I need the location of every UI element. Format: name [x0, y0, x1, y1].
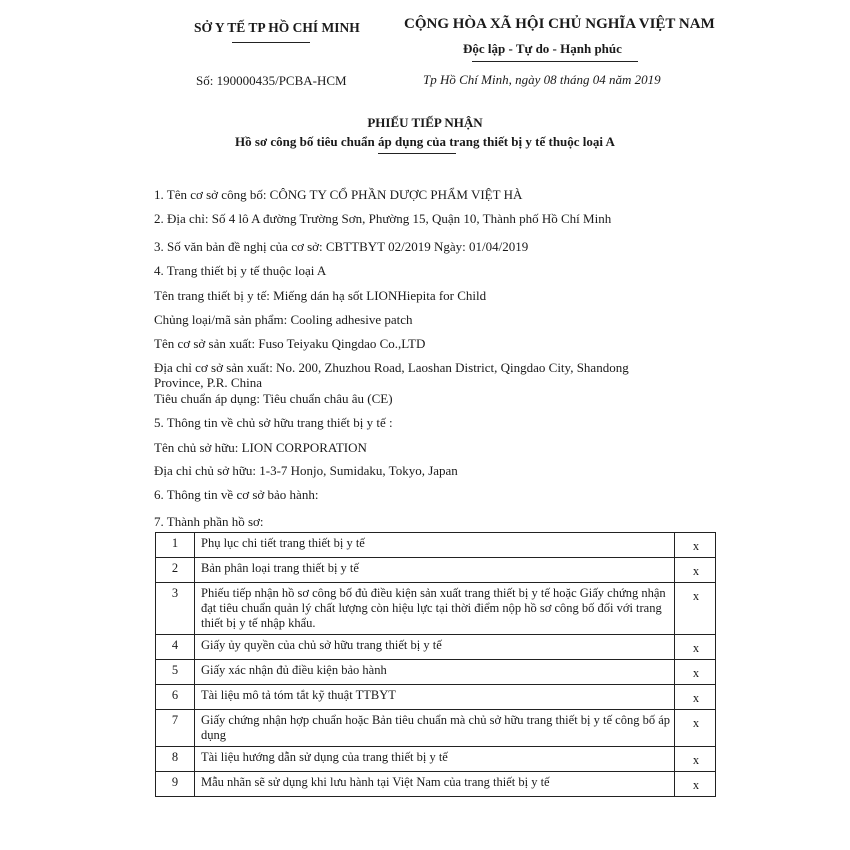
row-number: 6	[156, 685, 195, 710]
document-subtitle: Hồ sơ công bố tiêu chuẩn áp dụng của trang thiết bị y tế thuộc loại A	[235, 134, 615, 149]
owner-name: Tên chủ sở hữu: LION CORPORATION	[154, 440, 367, 455]
issuing-agency: SỞ Y TẾ TP HỒ CHÍ MINH	[194, 20, 360, 35]
info-line-3: 3. Số văn bản đề nghị của cơ sở: CBTTBYT 02/2019 Ngày: 01/04/2019	[154, 239, 529, 254]
table-row	[156, 533, 716, 558]
table-row	[156, 747, 716, 772]
component-description: Giấy xác nhận đủ điều kiện bảo hành	[195, 660, 675, 685]
row-number: 9	[156, 772, 195, 797]
applied-standard: Tiêu chuẩn áp dụng: Tiêu chuẩn châu âu (CE)	[154, 391, 393, 406]
row-number: 7	[156, 710, 195, 747]
component-description: Tài liệu mô tả tóm tắt kỹ thuật TTBYT	[195, 685, 675, 710]
row-number: 4	[156, 635, 195, 660]
manufacturer: Tên cơ sở sản xuất: Fuso Teiyaku Qingdao Co.,LTD	[154, 336, 426, 351]
component-description: Mẫu nhãn sẽ sử dụng khi lưu hành tại Việt Nam của trang thiết bị y tế	[195, 772, 675, 797]
component-check-mark: x	[675, 558, 716, 583]
title-underline	[378, 153, 456, 154]
table-row	[156, 772, 716, 797]
component-check-mark: x	[675, 583, 716, 635]
component-check-mark: x	[675, 635, 716, 660]
info-line-4: 4. Trang thiết bị y tế thuộc loại A	[154, 263, 327, 278]
table-row	[156, 635, 716, 660]
component-check-mark: x	[675, 660, 716, 685]
document-title: PHIẾU TIẾP NHẬN	[367, 115, 483, 130]
component-description: Bản phân loại trang thiết bị y tế	[195, 558, 675, 583]
place-date: Tp Hồ Chí Minh, ngày 08 tháng 04 năm 2019	[423, 72, 661, 87]
info-line-6: 6. Thông tin về cơ sở bảo hành:	[154, 487, 319, 502]
device-name: Tên trang thiết bị y tế: Miếng dán hạ sốt LIONHiepita for Child	[154, 288, 487, 303]
row-number: 1	[156, 533, 195, 558]
component-check-mark: x	[675, 710, 716, 747]
component-description: Phiếu tiếp nhận hồ sơ công bố đủ điều kiện sản xuất trang thiết bị y tế hoặc Giấy chứng nhận đạt tiêu chuẩn quản lý chất lượng còn hiệu lực tại thời điểm nộp hồ sơ công bố đối với trang thiết bị y tế nhập khẩu.	[195, 583, 675, 635]
component-description: Phụ lục chi tiết trang thiết bị y tế	[195, 533, 675, 558]
owner-address: Địa chỉ chủ sở hữu: 1-3-7 Honjo, Sumidaku, Tokyo, Japan	[154, 463, 458, 478]
info-line-5: 5. Thông tin về chủ sở hữu trang thiết bị y tế :	[154, 415, 393, 430]
document-number: Số: 190000435/PCBA-HCM	[196, 73, 347, 88]
info-line-2: 2. Địa chỉ: Số 4 lô A đường Trường Sơn, Phường 15, Quận 10, Thành phố Hồ Chí Minh	[154, 211, 612, 226]
row-number: 8	[156, 747, 195, 772]
manufacturer-address: Địa chỉ cơ sở sản xuất: No. 200, Zhuzhou Road, Laoshan District, Qingdao City, Shandong Province, P.R. China	[154, 360, 629, 390]
agency-underline	[232, 42, 310, 43]
info-line-7: 7. Thành phần hồ sơ:	[154, 514, 264, 529]
component-check-mark: x	[675, 747, 716, 772]
component-check-mark: x	[675, 685, 716, 710]
republic-title: CỘNG HÒA XÃ HỘI CHỦ NGHĨA VIỆT NAM	[404, 16, 715, 32]
row-number: 2	[156, 558, 195, 583]
table-row	[156, 558, 716, 583]
national-motto: Độc lập - Tự do - Hạnh phúc	[463, 41, 622, 56]
info-line-1: 1. Tên cơ sở công bố: CÔNG TY CỔ PHẦN DƯỢC PHẨM VIỆT HÀ	[154, 187, 523, 202]
row-number: 3	[156, 583, 195, 635]
product-type: Chủng loại/mã sản phẩm: Cooling adhesive patch	[154, 312, 413, 327]
component-check-mark: x	[675, 533, 716, 558]
component-description: Giấy chứng nhận hợp chuẩn hoặc Bản tiêu chuẩn mà chủ sở hữu trang thiết bị y tế công bố áp dụng	[195, 710, 675, 747]
table-row	[156, 685, 716, 710]
table-row	[156, 583, 716, 635]
table-row	[156, 710, 716, 747]
row-number: 5	[156, 660, 195, 685]
component-description: Giấy ủy quyền của chủ sở hữu trang thiết bị y tế	[195, 635, 675, 660]
component-check-mark: x	[675, 772, 716, 797]
table-row	[156, 660, 716, 685]
component-description: Tài liệu hướng dẫn sử dụng của trang thiết bị y tế	[195, 747, 675, 772]
motto-underline	[472, 61, 638, 62]
components-table	[155, 532, 716, 797]
